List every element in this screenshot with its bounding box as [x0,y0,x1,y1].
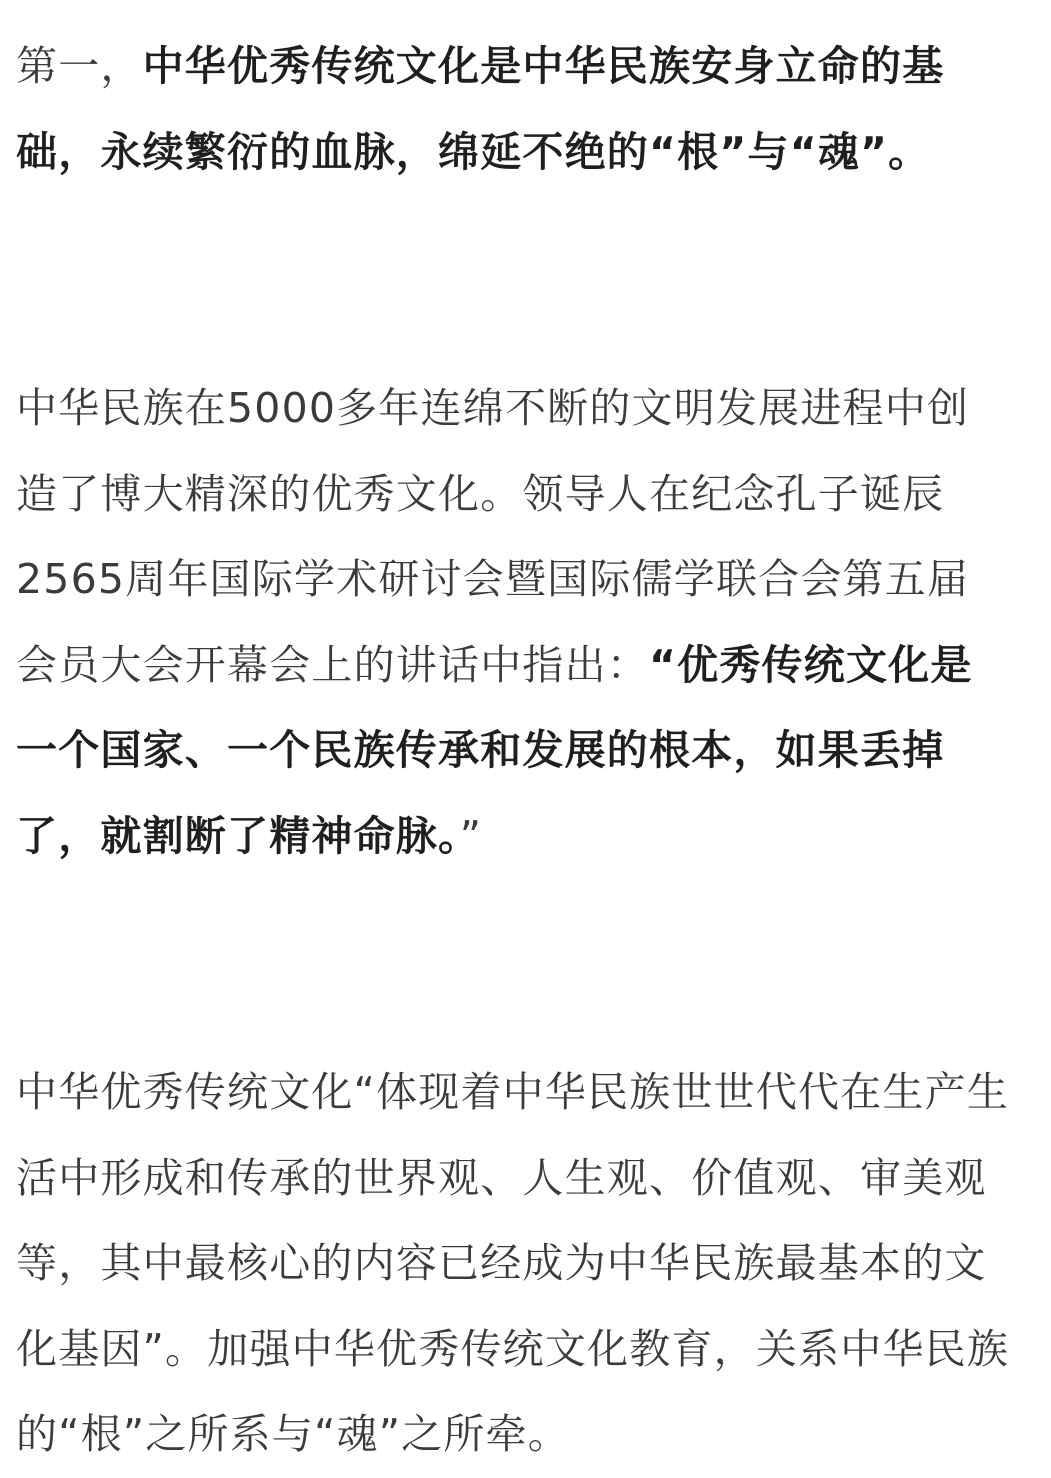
paragraph-spacer [16,879,1011,1050]
paragraph-spacer [16,195,1011,366]
paragraph-1 [16,24,1011,195]
paragraph-1-lead: 第一， [16,42,143,90]
article-body [16,24,1011,1478]
paragraph-2-closing-quote: ” [459,811,483,860]
paragraph-1-bold-statement: 中华优秀传统文化是中华民族安身立命的基础，永续繁衍的血脉，绵延不绝的“根”与“魂”。 [16,42,945,176]
paragraph-2-text: 中华民族在5000多年连绵不断的文明发展进程中创造了博大精深的优秀文化。领导人在纪念孔子诞辰2565周年国际学术研讨会暨国际儒学联合会第五届会员大会开幕会上的讲话中指出： [16,384,970,689]
paragraph-2 [16,366,1011,879]
paragraph-3-text: 中华优秀传统文化“体现着中华民族世世代代在生产生活中形成和传承的世界观、人生观、价值观、审美观等，其中最核心的内容已经成为中华民族最基本的文化基因”。加强中华优秀传统文化教育，关系中华民族的“根”之所系与“魂”之所牵。 [16,1068,1010,1458]
paragraph-3 [16,1050,1011,1478]
paragraph-2-bold-quote: “优秀传统文化是一个国家、一个民族传承和发展的根本，如果丢掉了，就割断了精神命脉。 [16,640,973,860]
